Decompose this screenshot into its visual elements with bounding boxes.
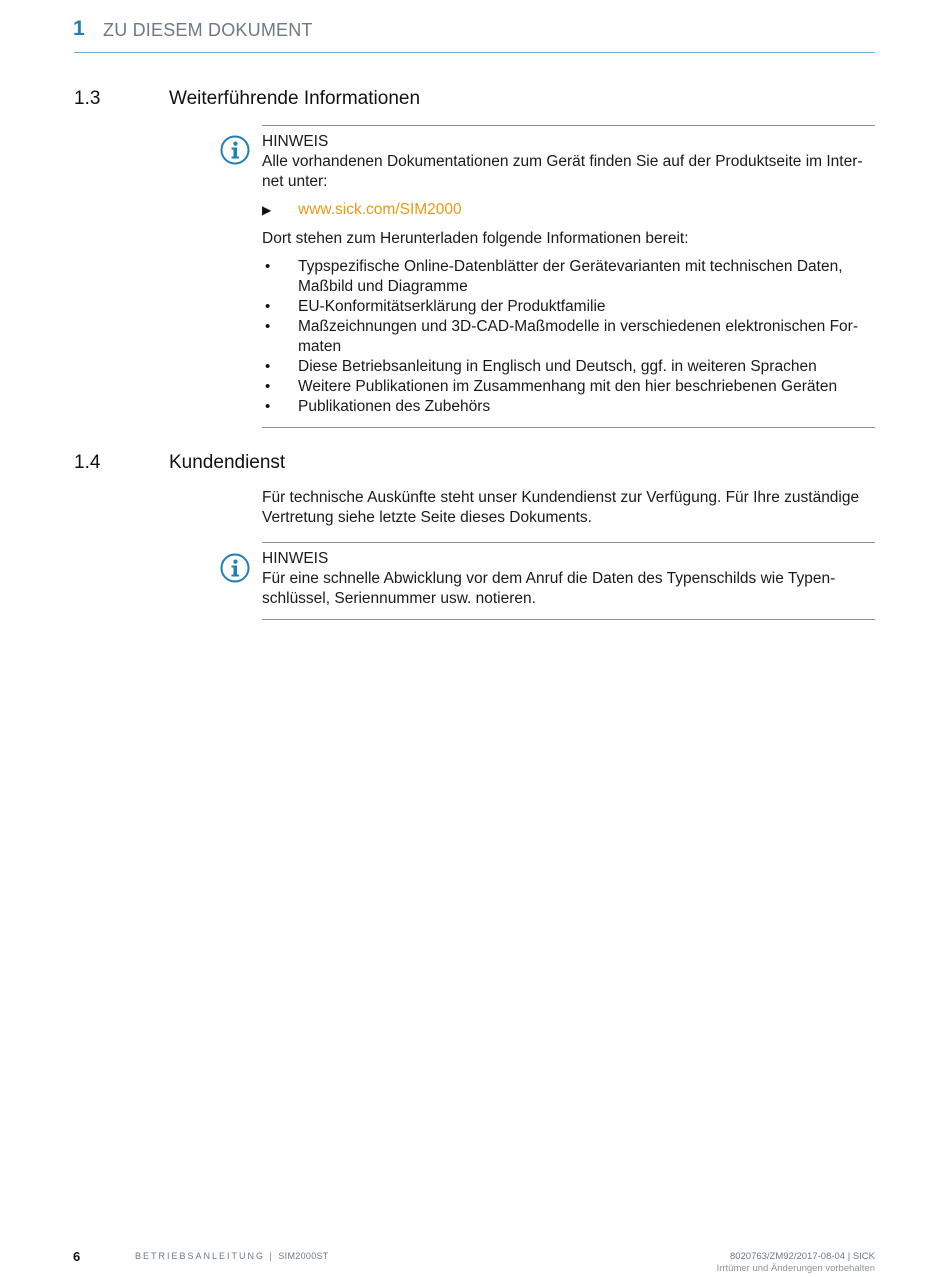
disclaimer: Irrtümer und Änderungen vorbehalten [716,1263,875,1274]
product-name: SIM2000ST [278,1251,329,1261]
page-number: 6 [73,1249,81,1264]
section-1-3-title: Weiterführende Informationen [169,88,421,109]
doc-type: BETRIEBSANLEITUNG [135,1251,266,1261]
service-text-line-1: Für technische Auskünfte steht unser Kundendienst zur Verfügung. Für Ihre zuständige [262,489,860,506]
doc-id: 8020763/ZM92/2017-08-04 | SICK [729,1251,875,1262]
bullet-icon: • [265,298,271,315]
list-item: maten [298,338,342,355]
download-intro: Dort stehen zum Herunterladen folgende Informationen bereit: [262,230,689,247]
footer-doc-title [135,1251,329,1261]
service-text-line-2: Vertretung siehe letzte Seite dieses Dokuments. [262,509,592,526]
note-2-text-line-1: Für eine schnelle Abwicklung vor dem Anruf die Daten des Typenschilds wie Typen- [262,570,836,587]
bullet-icon: • [265,398,271,415]
header-divider [74,52,875,53]
note-2-top-divider [262,542,875,543]
info-icon [220,553,250,583]
note-text-line-2: net unter: [262,173,328,190]
note-text-line-1: Alle vorhandenen Dokumentationen zum Gerät finden Sie auf der Produktseite im Inter- [262,153,863,170]
list-item: Maßbild und Diagramme [298,278,468,295]
list-item: Maßzeichnungen und 3D-CAD-Maßmodelle in verschiedenen elektronischen For- [298,318,858,335]
arrow-right-icon: ▶ [262,203,272,217]
list-item: EU-Konformitätserklärung der Produktfamilie [298,298,606,315]
note-2-label: HINWEIS [262,550,329,567]
bullet-icon: • [265,378,271,395]
list-item: Diese Betriebsanleitung in Englisch und Deutsch, ggf. in weiteren Sprachen [298,358,817,375]
list-item: Publikationen des Zubehörs [298,398,491,415]
product-page-link[interactable]: www.sick.com/SIM2000 [298,201,462,218]
list-item: Typspezifische Online-Datenblätter der Gerätevarianten mit technischen Daten, [298,258,843,275]
bullet-icon: • [265,358,271,375]
note-label: HINWEIS [262,133,329,150]
note-2-text-line-2: schlüssel, Seriennummer usw. notieren. [262,590,536,607]
list-item: Weitere Publikationen im Zusammenhang mit den hier beschriebenen Geräten [298,378,838,395]
bullet-icon: • [265,258,271,275]
info-icon [220,135,250,165]
note-top-divider [262,125,875,126]
section-1-4-title: Kundendienst [169,452,286,473]
note-2-bottom-divider [262,619,875,620]
bullet-icon: • [265,318,271,335]
chapter-number: 1 [73,17,85,40]
chapter-title: ZU DIESEM DOKUMENT [103,20,313,40]
note-bottom-divider [262,427,875,428]
section-1-4-number: 1.4 [74,452,101,473]
footer-separator: | [265,1251,279,1261]
section-1-3-number: 1.3 [74,88,101,109]
